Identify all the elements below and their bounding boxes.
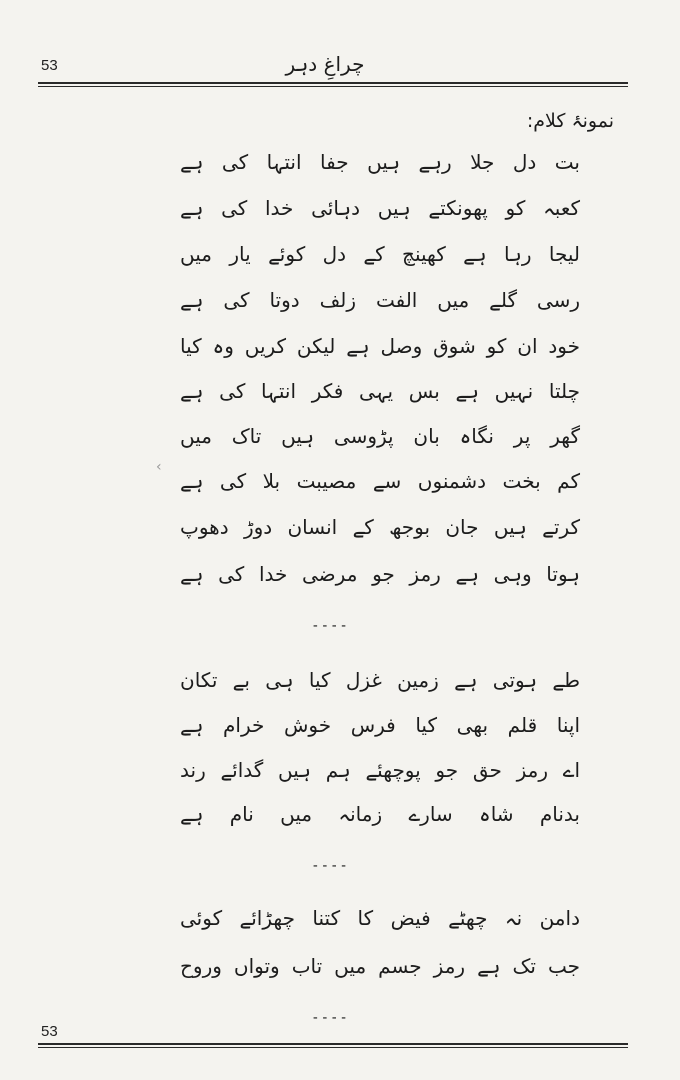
stanza-divider: ----: [311, 858, 349, 874]
chevron-left-icon: ‹: [156, 459, 162, 475]
verse-line: کرتے ہیں جان بوجھ کے انسان دوڑ دھوپ: [180, 515, 580, 539]
verse-line: اپنا قلم بھی کیا فرس خوش خرام ہے: [180, 713, 580, 737]
verse-line: کم بخت دشمنوں سے مصیبت بلا کی ہے: [180, 469, 580, 493]
verse-line: بدنام شاہ سارے زمانہ میں نام ہے: [180, 802, 580, 826]
running-title: چراغِ دہر: [285, 52, 365, 76]
verse-line: خود ان کو شوق وصل ہے لیکن کریں وہ کیا: [180, 334, 580, 358]
verse-line: بت دل جلا رہے ہیں جفا انتہا کی ہے: [180, 150, 580, 174]
verse-line: کعبہ کو پھونکتے ہیں دہائی خدا کی ہے: [180, 196, 580, 220]
footer-rule-thin: [38, 1047, 628, 1048]
page-number-top: 53: [41, 57, 58, 74]
header-rule-thin: [38, 86, 628, 87]
header-rule-thick: [38, 82, 628, 84]
section-heading: نمونۂ کلام:: [526, 110, 614, 132]
verse-line: گھر پر نگاہ بان پڑوسی ہیں تاک میں: [180, 424, 580, 448]
page-number-bottom: 53: [41, 1023, 58, 1040]
verse-line: ہوتا وہی ہے رمز جو مرضی خدا کی ہے: [180, 562, 580, 586]
verse-line: اے رمز حق جو پوچھئے ہم ہیں گدائے رند: [180, 758, 580, 782]
footer-rule-thick: [38, 1043, 628, 1045]
verse-line: لیجا رہا ہے کھینچ کے دل کوئے یار میں: [180, 242, 580, 266]
stanza-divider: ----: [311, 618, 349, 634]
verse-line: دامن نہ چھٹے فیض کا کتنا چھڑائے کوئی: [180, 906, 580, 930]
verse-line: طے ہوتی ہے زمین غزل کیا ہی بے تکان: [180, 668, 580, 692]
stanza-divider: ----: [311, 1010, 349, 1026]
verse-line: رسی گلے میں الفت زلف دوتا کی ہے: [180, 288, 580, 312]
verse-line: جب تک ہے رمز جسم میں تاب وتواں وروح: [180, 954, 580, 978]
verse-line: چلتا نہیں ہے بس یہی فکر انتہا کی ہے: [180, 379, 580, 403]
